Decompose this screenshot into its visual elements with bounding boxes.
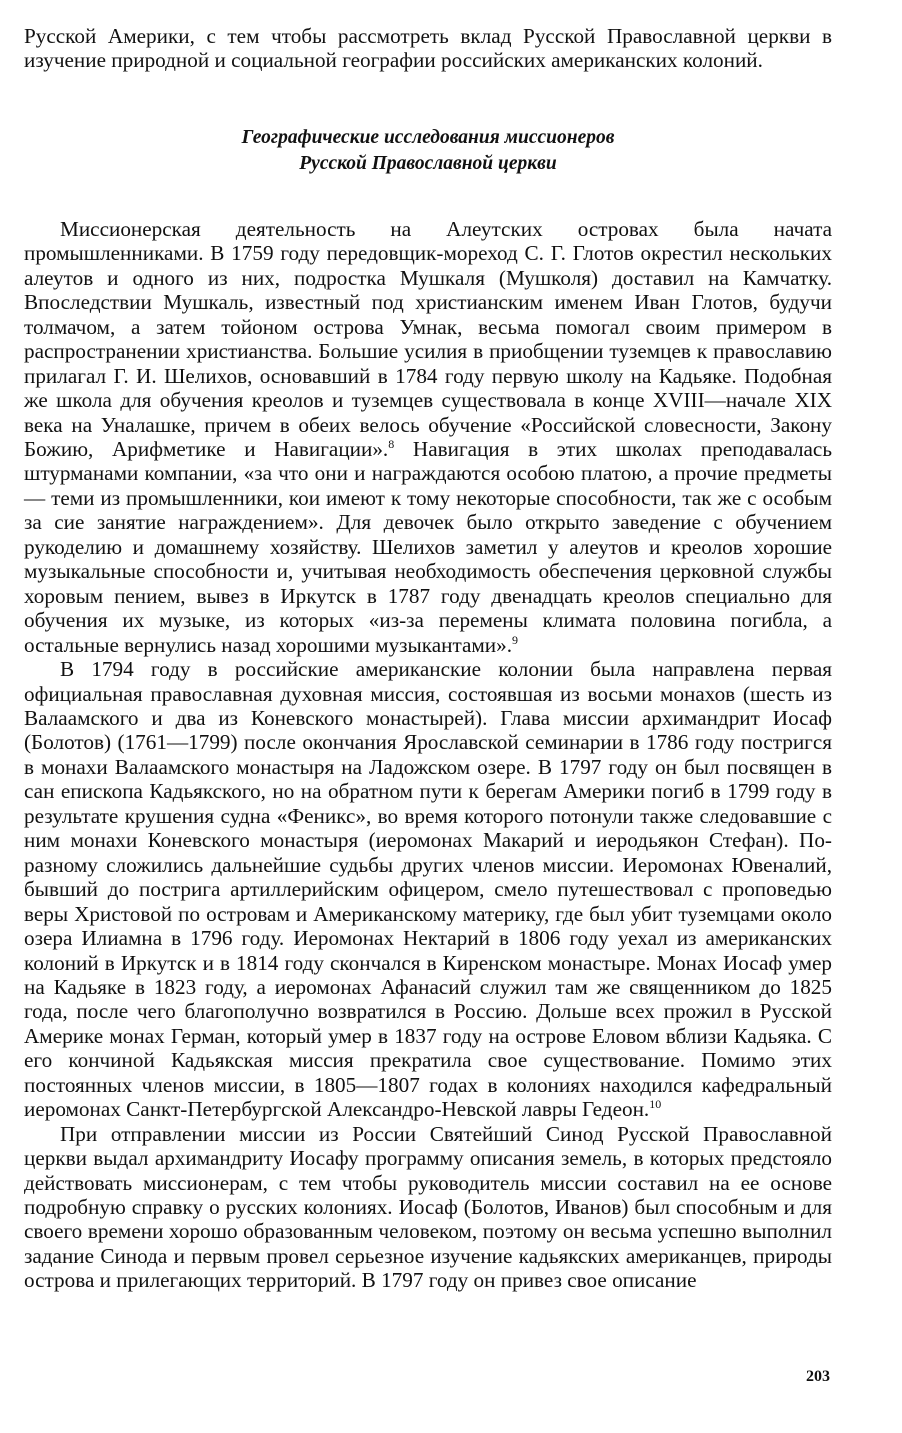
body-paragraph [24, 217, 832, 657]
page-number: 203 [806, 1368, 830, 1385]
paragraph-text: При отправлении миссии из России Святейший Синод Русской Православной церкви выдал архимандриту Иосафу программу описания земель, в которых предстояло действовать миссионерам, с тем чтобы руководитель миссии составил на ее основе подробную справку о русских колониях. Иосаф (Болотов, Иванов) был способным и для своего времени хорошо образованным человеком, поэтому он весьма успешно выполнил задание Синода и первым провел серьезное изучение кадьякских американцев, природы острова и прилегающих территорий. В 1797 году он привез свое описание [24, 1121, 832, 1293]
paragraph-text: Миссионерская деятельность на Алеутских островах была начата промышленниками. В 1759 году передовщик-мореход С. Г. Глотов окрестил нескольких алеутов и одного из них, подростка Мушкаля (Мушколя) доставил на Камчатку. Впоследствии Мушкаль, известный под христианским именем Иван Глотов, будучи толмачом, а затем тойоном острова Умнак, весьма помогал своим примером в распространении христианства. Большие усилия в приобщении туземцев к православию прилагал Г. И. Шелихов, основавший в 1784 году первую школу на Кадьяке. Подобная же школа для обучения креолов и туземцев существовала в конце XVIII—начале XIX века на Уналашке, причем в обеих велось обучение «Российской словесности, Закону Божию, Арифметике и Навигации». [24, 216, 832, 461]
section-heading-line-2: Русской Православной церкви [299, 152, 557, 174]
page-body [24, 24, 832, 1293]
paragraph-text: Навигация в этих школах преподавалась штурманами компании, «за что они и награждаются особою платою, а прочие предметы — теми из промышленники, кои имеют к тому некоторые способности, так же с особым за сие занятие награждением». Для девочек было открыто заведение с обучением рукоделию и домашнему хозяйству. Шелихов заметил у алеутов и креолов хорошие музыкальные способности и, учитывая необходимость обеспечения церковной службы хоровым пением, вывез в Иркутск в 1787 году двенадцать креолов специально для обучения их музыке, из которых «из-за перемены климата половина погибла, а остальные вернулись назад хорошими музыкантами». [24, 436, 832, 657]
body-paragraphs [24, 217, 832, 1293]
section-heading [24, 125, 832, 177]
intro-paragraph: Русской Америки, с тем чтобы рассмотреть вклад Русской Православной церкви в изучение природной и социальной географии российских американских колоний. [24, 24, 832, 73]
paragraph-text: В 1794 году в российские американские колонии была направлена первая официальная православная духовная миссия, состоявшая из восьми монахов (шесть из Валаамского и два из Коневского монастырей). Глава миссии архимандрит Иосаф (Болотов) (1761—1799) после окончания Ярославской семинарии в 1786 году постригся в монахи Валаамского монастыря на Ладожском озере. В 1797 году он был посвящен в сан епископа Кадьякского, но на обратном пути к берегам Америки погиб в 1799 году в результате крушения судна «Феникс», во время которого потонули также следовавшие с ним монахи Коневского монастыря (иеромонах Макарий и иеродьякон Стефан). По-разному сложились дальнейшие судьбы других членов миссии. Иеромонах Ювеналий, бывший до пострига артиллерийским офицером, смело путешествовал с проповедью веры Христовой по островам и Американскому материку, где был убит туземцами около озера Илиамна в 1796 году. Иеромонах Нектарий в 1806 году уехал из американских колоний в Иркутск и в 1814 году скончался в Киренском монастыре. Монах Иосаф умер на Кадьяке в 1823 году, а иеромонах Афанасий служил там же священником до 1825 года, после чего благополучно возвратился в Россию. Дольше всех прожил в Русской Америке монах Герман, который умер в 1837 году на острове Еловом вблизи Кадьяка. С его кончиной Кадьякская миссия прекратила свое существование. Помимо этих постоянных членов миссии, в 1805—1807 годах в колониях находился кафедральный иеромонах Санкт-Петербургской Александро-Невской лавры Гедеон. [24, 657, 832, 1122]
footnote-ref: 10 [649, 1097, 662, 1112]
footnote-ref: 8 [388, 436, 395, 451]
body-paragraph [24, 657, 832, 1122]
footnote-ref: 9 [512, 632, 519, 647]
body-paragraph [24, 1122, 832, 1293]
section-heading-line-1: Географические исследования миссионеров [241, 126, 615, 148]
